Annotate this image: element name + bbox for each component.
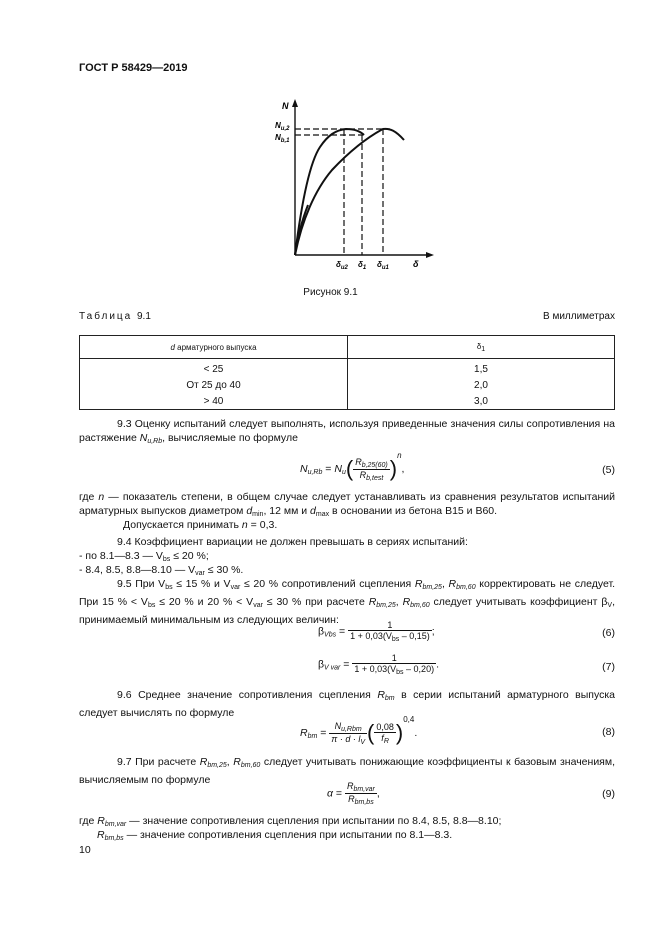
table-units: В миллиметрах [543,311,615,322]
equation-number-7: (7) [602,661,615,673]
formula-5: $N_{u,Rb} = N_u$( $\frac{R_{b,25(60)}}{R_{b,test}}$ )$^n$, [300,451,405,482]
table-header-delta: $\delta_1$ [348,336,615,359]
definition-rbm-bs: $R_{bm,bs}$ — значение сопротивления сцепления при испытании по 8.1—8.3. [97,829,453,842]
axis-y-label: N [282,101,289,111]
paragraph-9-3: 9.3 Оценку испытаний следует выполнять, используя приведенные значения силы сопротивления на растяжение $N_{u,Rb}$, вычисляемые по формуле [79,418,615,445]
paragraph-9-7: 9.7 При расчете $R_{bm,25}$, $R_{bm,60}$ следует учитывать понижающие коэффициенты к базовым значениям, вычисляемым по формуле [79,756,616,786]
curve-lower [295,129,404,255]
table-9-1 [79,335,615,410]
curve-upper [295,129,364,255]
list-item-bs: - по 8.1—8.3 — $V_{bs} \le 20$ %; [79,550,209,563]
table-header-d: d арматурного выпуска [80,336,348,359]
paragraph-9-6: 9.6 Среднее значение сопротивления сцепления $R_{bm}$ в серии испытаний арматурного выпуска следует вычислять по формуле [79,689,616,719]
label-delta-1: $\delta_1$ [358,260,367,270]
y-axis-arrow [292,99,298,107]
paragraph-n-definition: где n — показатель степени, в общем случае следует устанавливать из сравнения результатов испытаний арматурных выпусков диаметром $d_{min}$, 12 мм и $d_{max}$ в основании из бетона В15 и В60. [79,491,615,518]
figure-9-1 [270,95,440,270]
label-nb1: $N_{b,1}$ [275,133,290,144]
list-item-var: - 8.4, 8.5, 8.8—8.10 — $V_{var} \le 30$ %. [79,564,244,577]
formula-6: $\beta_{Vbs}$ = $\frac{1}{1 + 0,03(V_{bs} - 0,15)}$ ; [318,620,435,643]
equation-number-5: (5) [602,464,615,476]
x-axis-arrow [426,252,434,258]
formula-9: α = $\frac{R_{bm,var}}{R_{bm,bs}}$ , [327,781,380,806]
paragraph-n-allowed: Допускается принимать n = 0,3. [123,519,278,531]
paragraph-9-5: 9.5 При $V_{bs} \le 15$ % и $V_{var} \le 20$ % сопротивлений сцепления $R_{bm,25}$, $R_{bm,60}$ корректировать не следует. При 15 % < $V_{bs} \le 20$ % и 20 % < $V_{var} \le 30$ % при расчете $R_{bm,25}$, $R_{bm,60}$ следует учитывать коэффициент $\beta_V$, принимаемый минимальным из следующих величин: [79,578,616,626]
equation-number-6: (6) [602,627,615,639]
figure-caption: Рисунок 9.1 [303,287,358,298]
label-nu2: $N_{u,2}$ [275,121,290,132]
table-caption: Таблица 9.1 [79,311,151,322]
table-row: > 40 3,0 [80,393,615,410]
definition-rbm-var: где $R_{bm,var}$ — значение сопротивления сцепления при испытании по 8.4, 8.5, 8.8—8.10; [79,815,502,828]
equation-number-8: (8) [602,726,615,738]
label-delta-u2: $\delta_{u2}$ [336,260,348,270]
document-header: ГОСТ Р 58429—2019 [79,62,188,74]
label-delta-u1: $\delta_{u1}$ [377,260,389,270]
page-number: 10 [79,844,91,856]
equation-number-9: (9) [602,788,615,800]
paragraph-9-4: 9.4 Коэффициент вариации не должен превышать в сериях испытаний: [117,536,468,548]
axis-x-label: δ [413,259,419,269]
formula-7: $\beta_{V var}$ = $\frac{1}{1 + 0,03(V_{bs} - 0,20)}$ . [318,653,439,676]
table-row: От 25 до 40 2,0 [80,377,615,393]
table-row: < 25 1,5 [80,359,615,378]
formula-8: $R_{bm}$ = $\frac{N_{u,Rbm}}{\pi \cdot d \cdot l_V}$ ( $\frac{0,08}{f_R}$ )$^{0,4}$. [300,715,418,746]
